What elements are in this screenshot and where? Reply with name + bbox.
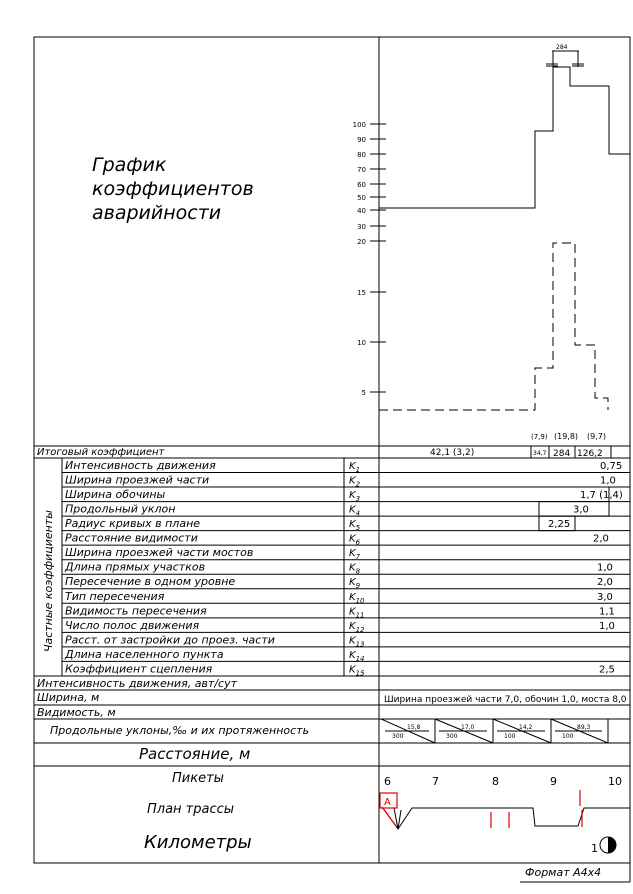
coefficient-value: 2,0 (593, 533, 609, 545)
coefficient-value: 0,75 (600, 461, 623, 472)
km-marker-icon (600, 837, 616, 853)
coefficient-name: Расстояние видимости (65, 531, 198, 545)
row-value-3: 126,2 (577, 449, 603, 459)
chart-title-line-2: коэффициентов (92, 178, 254, 200)
chart-title-line-3: аварийности (92, 202, 222, 224)
scale-tick-label: 80 (357, 151, 366, 159)
partial-coefficient-line (379, 243, 608, 410)
coefficient-symbol: $K_3$ (349, 490, 361, 504)
coefficient-value: 1,0 (600, 475, 616, 487)
coefficient-value: 1,0 (599, 620, 615, 632)
format-label: Формат А4х4 (525, 866, 602, 879)
row-value-2: 284 (553, 449, 571, 459)
scale-tick-label: 70 (357, 166, 366, 174)
slope-value: 15,8 (407, 724, 421, 731)
intensity-label: Интенсивность движения, авт/сут (37, 677, 237, 690)
picket-number: 9 (550, 775, 557, 788)
scale-tick-label: 5 (361, 389, 366, 397)
coefficient-name: Коэффициент сцепления (65, 662, 213, 676)
scale-tick-label: 40 (357, 207, 366, 215)
partial-group-label: Частные коэффициенты (42, 510, 55, 652)
picket-number: 7 (432, 775, 439, 788)
coefficient-value: 2,25 (548, 519, 571, 531)
chart-title-line-1: График (92, 154, 167, 176)
pickets-label: Пикеты (172, 771, 224, 786)
partial-value-1: (7,9) (531, 433, 548, 441)
coefficient-symbol: $K_9$ (349, 577, 361, 591)
coefficient-name: Длина населенного пункта (65, 647, 224, 661)
scale-tick-label: 15 (357, 289, 366, 297)
bridge-symbol (546, 51, 584, 67)
coefficient-name: Видимость пересечения (65, 604, 207, 618)
coefficient-name: Пересечение в одном уровне (65, 575, 236, 589)
total-coefficient-line (379, 67, 630, 208)
coefficient-symbol: $K_{12}$ (349, 620, 365, 634)
coefficient-value: 3,0 (573, 504, 589, 516)
coefficient-symbol: $K_{14}$ (349, 649, 365, 663)
picket-number: 8 (492, 775, 499, 788)
coefficient-symbol: $K_5$ (349, 519, 361, 533)
partial-value-3: (9,7) (587, 432, 606, 441)
visibility-label: Видимость, м (37, 706, 116, 719)
coefficient-symbol: $K_{15}$ (349, 664, 365, 678)
coefficient-name: Ширина проезжей части (65, 473, 210, 487)
plan-red-marks (382, 790, 582, 828)
route-plan (383, 808, 630, 829)
coefficient-symbol: $K_{13}$ (349, 635, 365, 649)
slope-length: 300 (392, 733, 404, 740)
distance-label: Расстояние, м (139, 745, 251, 763)
summary-value: 42,1 (3,2) (430, 448, 475, 458)
slope-length: 100 (504, 733, 516, 740)
coefficient-symbol: $K_8$ (349, 562, 361, 576)
coefficient-symbol: $K_{11}$ (349, 606, 365, 620)
coefficient-name: Интенсивность движения (65, 459, 216, 472)
plan-label: План трассы (147, 802, 235, 817)
coefficient-name: Расст. от застройки до проез. части (65, 633, 275, 647)
partial-value-2: (19,8) (554, 432, 579, 441)
slope-value: 89,3 (577, 724, 591, 731)
bridge-length-label: 284 (556, 44, 568, 51)
slope-length: 100 (562, 733, 574, 740)
scale-tick-label: 10 (357, 339, 366, 347)
coefficient-value: 1,7 (1,4) (580, 490, 623, 502)
coefficient-name: Тип пересечения (65, 589, 165, 603)
coefficient-symbol: $K_4$ (349, 504, 361, 518)
slopes-label: Продольные уклоны,‰ и их протяженность (50, 724, 310, 737)
summary-label: Итоговый коэффициент (37, 447, 165, 458)
coefficient-symbol: $K_{10}$ (349, 591, 365, 605)
coefficient-name: Ширина проезжей части мостов (65, 546, 254, 560)
slope-value: 14,2 (519, 724, 533, 731)
plan-marker-label: A (384, 797, 391, 808)
picket-number: 10 (608, 775, 622, 788)
coefficient-name: Длина прямых участков (65, 560, 206, 574)
coefficient-value: 1,0 (597, 562, 613, 574)
row-value-1: 34,7 (533, 450, 547, 457)
coefficient-symbol: $K_2$ (349, 475, 361, 489)
scale-tick-label: 100 (352, 121, 366, 129)
width-value: Ширина проезжей части 7,0, обочин 1,0, моста 8,0 (384, 695, 627, 705)
coefficient-name: Радиус кривых в плане (65, 517, 201, 531)
scale-tick-label: 60 (357, 181, 366, 189)
coefficient-value: 3,0 (597, 591, 613, 603)
width-label: Ширина, м (37, 691, 100, 704)
coefficient-name: Продольный уклон (65, 502, 176, 516)
scale-tick-label: 20 (357, 238, 366, 246)
slope-value: 17,0 (461, 724, 475, 731)
slope-length: 300 (446, 733, 458, 740)
coefficient-name: Число полос движения (65, 618, 200, 632)
coefficient-symbol: $K_6$ (349, 533, 361, 547)
picket-number: 6 (384, 775, 391, 788)
coefficient-value: 2,0 (597, 577, 613, 589)
scale-tick-label: 30 (357, 223, 366, 231)
coefficient-symbol: $K_1$ (349, 461, 361, 474)
coefficient-name: Ширина обочины (65, 488, 166, 502)
coefficient-value: 2,5 (599, 664, 615, 676)
km-value: 1 (591, 842, 598, 855)
coefficient-value: 1,1 (599, 606, 615, 618)
scale-tick-label: 50 (357, 194, 366, 202)
scale-tick-label: 90 (357, 136, 366, 144)
kilometers-label: Километры (144, 832, 252, 853)
coefficient-symbol: $K_7$ (349, 548, 361, 562)
